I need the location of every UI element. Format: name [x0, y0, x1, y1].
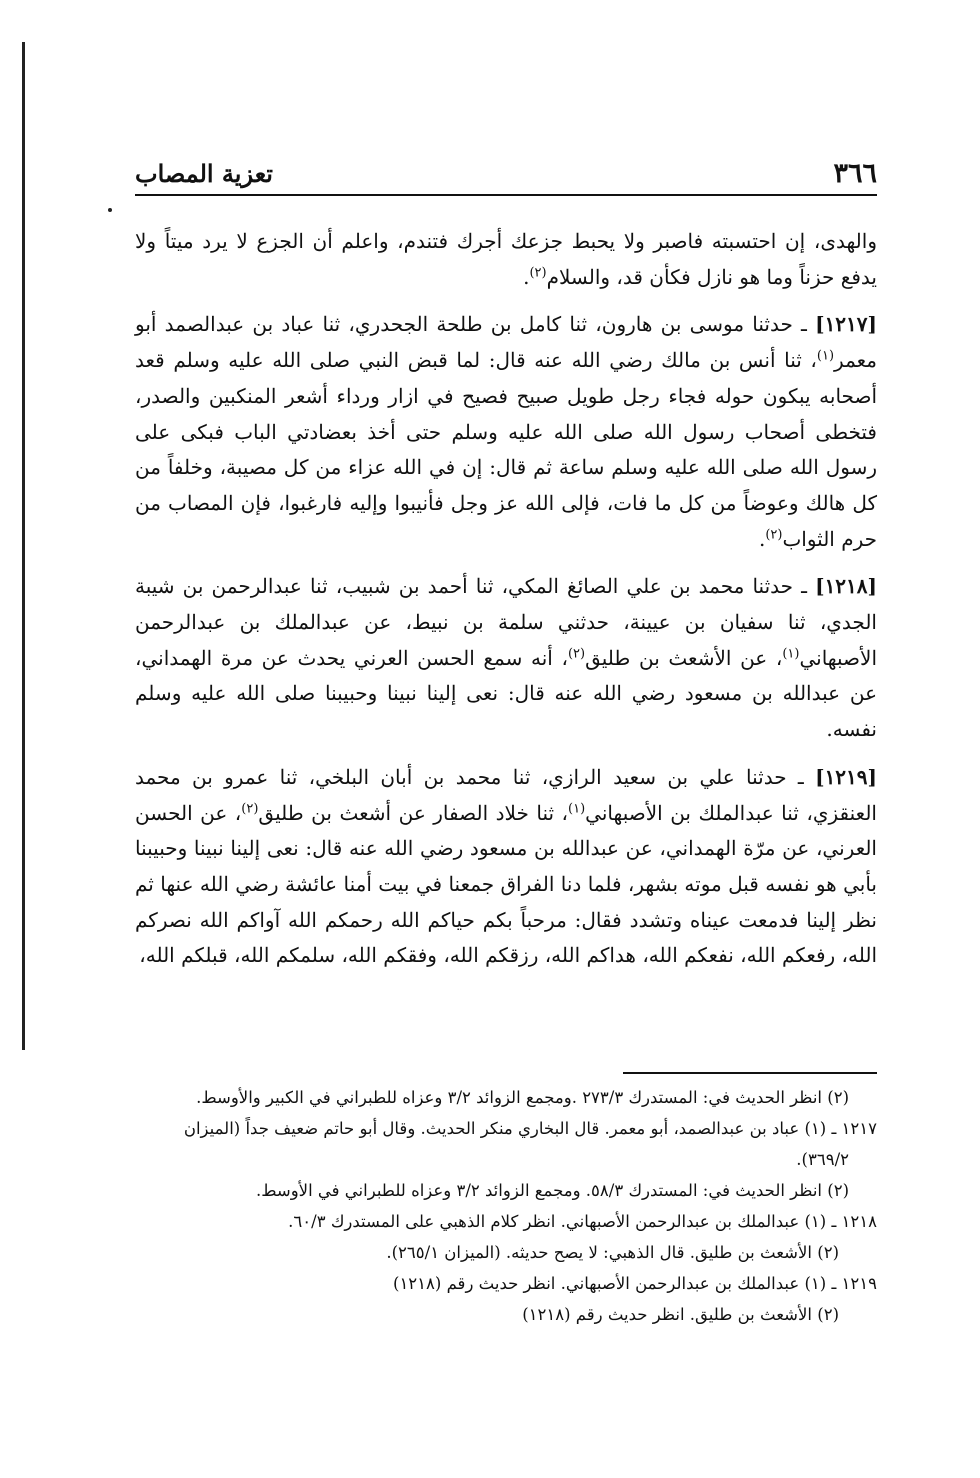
footnote-ref: (٢) — [765, 526, 783, 542]
hadith-text: ، عن الحسن العرني، عن مرّة الهمداني، عن عبدالله بن مسعود رضي الله عنه قال: نعى إلينا نبينا وحبيبنا بأبي هو نفسه قبل موته بشهر، فلما دنا الفراق جمعنا في بيت أمنا عائشة رضي الله عنها ثم نظر إلينا فدمعت عيناه وتشدد فقال: مرحباً بكم حياكم الله رحمكم الله آواكم الله نصركم الله، رفعكم الله، نفعكم الله، هداكم الله، رزقكم الله، وفقكم الله، سلمكم الله، قبلكم الله، — [135, 800, 877, 968]
footnote-line: ١٢١٨ ـ (١) عبدالملك بن عبدالرحمن الأصبهاني. انظر كلام الذهبي على المستدرك ٦٠/٣. — [288, 1212, 877, 1231]
hadith-text: ، ثنا أنس بن مالك رضي الله عنه قال: لما قبض النبي صلى الله عليه وسلم قعد أصحابه يبكون حوله فجاء رجل طويل صبيح فصيح في ازار ورداء أشعر المنكبين والصدر، فتخطى أصحاب رسول الله صلى الله عليه وسلم حتى أخذ بعضادتي الباب فبكى على رسول الله صلى الله عليه وسلم ساعة ثم قال: إن في الله عزاء من كل مصيبة، وخلفاً من كل هالك وعوضاً من كل ما فات، فإلى الله عز وجل فأنيبوا وإليه فارغبوا، فإن المصاب من حرم الثواب — [135, 348, 877, 551]
binding-margin-line — [22, 42, 25, 1050]
footnote-line: (٢) انظر الحديث في: المستدرك ٥٨/٣. ومجمع الزوائد ٣/٢ وعزاه للطبراني في الأوسط. — [255, 1181, 849, 1200]
footnote-line: ١٢١٧ ـ (١) عباد بن عبدالصمد، أبو معمر. قال البخاري منكر الحديث. وقال أبو حاتم ضعيف جداً (الميزان — [183, 1119, 877, 1138]
hadith-text: ـ حدثنا علي بن سعيد الرازي، ثنا محمد بن أبان البلخي، ثنا عمرو بن محمد العنقزي، ثنا عبدالملك بن الأصبهاني — [135, 764, 877, 825]
footnote-line: ١٢١٩ ـ (١) عبدالملك بن عبدالرحمن الأصبهاني. انظر حديث رقم (١٢١٨) — [393, 1274, 877, 1293]
hadith-number: [١٢١٩] — [815, 764, 877, 789]
hadith-number: [١٢١٧] — [815, 312, 877, 337]
hadith-end: . — [758, 526, 766, 551]
hadith-text: ، ثنا خلاد الصفار عن أشعث بن طليق — [258, 800, 569, 825]
footnote-line: (٢) الأشعث بن طليق. قال الذهبي: لا يصح حديثه. (الميزان ٢٦٥/١). — [386, 1243, 839, 1262]
page-header — [135, 148, 877, 194]
hadith-1218 — [135, 569, 877, 748]
hadith-1219 — [135, 760, 877, 974]
footnote-line: (٢) انظر الحديث في: المستدرك ٢٧٣/٣ .ومجمع الزوائد ٣/٢ وعزاه للطبراني في الكبير والأوسط. — [196, 1088, 849, 1107]
paragraph-text: والهدى، إن احتسبته فاصبر ولا يحبط جزعك أجرك فتندم، واعلم أن الجزع لا يرد ميتاً ولا يدفع حزناً وما هو نازل فكأن قد، والسلام — [135, 229, 877, 289]
footnote-ref: (٢) — [529, 265, 547, 281]
footnote-ref: (٢) — [567, 646, 586, 662]
hadith-text: ـ حدثنا محمد بن علي الصائغ المكي، ثنا أحمد بن شبيب، ثنا عبدالرحمن بن شيبة الجدي، ثنا سفيان بن عيينة، حدثني سلمة بن نبيط، عن عبدالملك بن عبدالرحمن الأصبهاني — [135, 574, 877, 670]
hadith-number: [١٢١٨] — [815, 574, 877, 599]
hadith-text: ، أنه سمع الحسن العرني يحدث عن مرة الهمداني، عن عبدالله بن مسعود رضي الله عنه قال: نعى إلينا نبينا وحبيبنا صلى الله عليه وسلم نفسه. — [135, 645, 877, 742]
main-text — [135, 224, 877, 986]
footnote-line: ٣٦٩/٢). — [796, 1150, 849, 1169]
footnote-ref: (٢) — [241, 800, 259, 816]
footnote-ref: (١) — [816, 348, 835, 364]
footnotes — [118, 1082, 877, 1330]
hadith-1217 — [135, 307, 877, 557]
paragraph-end: . — [523, 264, 530, 289]
running-title: تعزية المصاب — [135, 159, 273, 188]
paragraph-continuation — [135, 224, 877, 295]
hadith-text: ـ حدثنا موسى بن هارون، ثنا كامل بن طلحة الجحدري، ثنا عباد بن عبدالصمد أبو معمر — [135, 312, 877, 373]
page-number: ٣٦٦ — [833, 158, 877, 189]
footnote-line: (٢) الأشعث بن طليق. انظر حديث رقم (١٢١٨) — [522, 1305, 839, 1324]
footnote-ref: (١) — [782, 646, 800, 662]
footnote-ref: (١) — [568, 800, 586, 816]
hadith-text: ، عن الأشعث بن طليق — [585, 645, 783, 670]
footnote-rule — [623, 1072, 877, 1074]
margin-dot — [108, 208, 112, 212]
header-rule — [135, 194, 877, 196]
